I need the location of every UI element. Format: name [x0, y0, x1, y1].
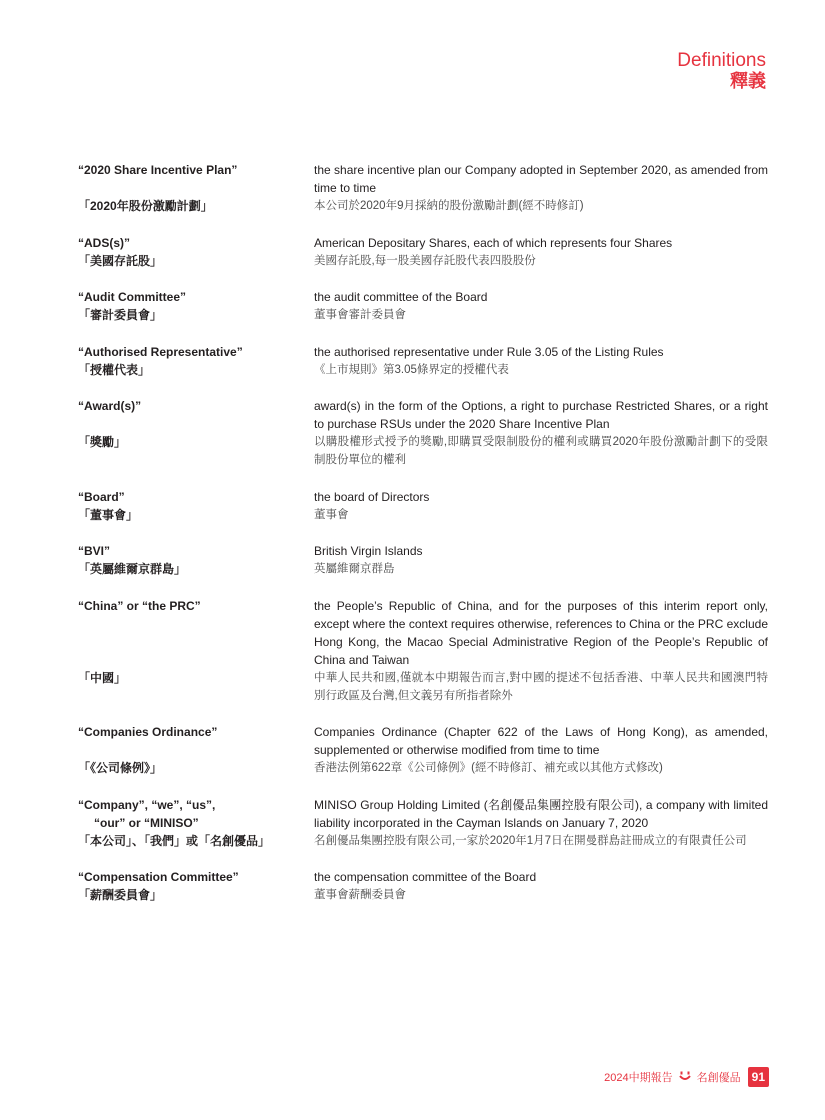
definition-en: British Virgin Islands [314, 544, 423, 558]
definition-entry [78, 288, 768, 324]
definition-entry [78, 343, 768, 379]
definition-en: Companies Ordinance (Chapter 622 of the Laws of Hong Kong), as amended, supplemented or otherwise modified from time to time [314, 725, 768, 757]
definition-zh: 中華人民共和國,僅就本中期報告而言,對中國的提述不包括香港、中華人民共和國澳門特別行政區及台灣,但文義另有所指者除外 [314, 671, 768, 702]
definition-zh: 《上市規則》第3.05條界定的授權代表 [314, 363, 509, 376]
definition-entry [78, 723, 768, 777]
definition-entry [78, 597, 768, 705]
term-zh: 「本公司」、「我們」或「名創優品」 [78, 833, 271, 848]
definition-en: American Depositary Shares, each of which represents four Shares [314, 235, 673, 250]
term-en: “Authorised Representative” [78, 344, 243, 359]
definition-en: the People’s Republic of China, and for the purposes of this interim report only, except where the context requires otherwise, references to China or the PRC exclude Hong Kong, the Macao Special Administrative Region of the People’s Republic of China and Taiwan [314, 598, 768, 667]
term-zh: 「2020年股份激勵計劃」 [78, 199, 213, 213]
term-zh: 「審計委員會」 [78, 308, 163, 322]
header-title-en: Definitions [677, 50, 766, 71]
term-en: “Compensation Committee” [78, 870, 239, 884]
term-zh: 「美國存託股」 [78, 253, 163, 268]
term-zh: 「董事會」 [78, 507, 139, 522]
definition-zh: 英屬維爾京群島 [314, 563, 395, 575]
term-en: “BVI” [78, 544, 111, 558]
term-zh: 「授權代表」 [78, 362, 151, 377]
definition-zh: 本公司於2020年9月採納的股份激勵計劃(經不時修訂) [314, 200, 584, 212]
definition-zh: 董事會審計委員會 [314, 309, 406, 321]
term-en: “China” or “the PRC” [78, 598, 201, 613]
page-header [677, 50, 766, 91]
miniso-logo-icon [679, 1070, 691, 1084]
term-zh: 「中國」 [78, 670, 127, 685]
term-zh: 「獎勵」 [78, 435, 127, 449]
definition-zh: 美國存託股,每一股美國存託股代表四股股份 [314, 254, 536, 267]
definitions-list [78, 161, 768, 923]
definition-zh: 董事會薪酬委員會 [314, 889, 406, 901]
term-en: “Companies Ordinance” [78, 725, 218, 739]
term-en: “Audit Committee” [78, 290, 186, 304]
definition-entry [78, 234, 768, 270]
header-title-zh: 釋義 [730, 71, 766, 91]
term-zh: 「薪酬委員會」 [78, 888, 163, 902]
term-zh: 「英屬維爾京群島」 [78, 562, 187, 576]
definition-entry [78, 488, 768, 524]
term-en: “Board” [78, 489, 125, 504]
term-en: “ADS(s)” [78, 235, 131, 250]
definition-en: award(s) in the form of the Options, a right to purchase Restricted Shares, or a right to purchase RSUs under the 2020 Share Incentive Plan [314, 399, 768, 431]
term-en: “2020 Share Incentive Plan” [78, 163, 238, 177]
term-en: “Award(s)” [78, 399, 142, 413]
definition-entry [78, 161, 768, 215]
definition-entry [78, 397, 768, 469]
term-en-line2: “our” or “MINISO” [94, 815, 199, 830]
term-zh: 「《公司條例》」 [78, 761, 163, 775]
page-number: 91 [748, 1067, 769, 1087]
definition-zh: 名創優品集團控股有限公司,一家於2020年1月7日在開曼群島註冊成立的有限責任公司 [314, 834, 747, 847]
definition-en: the compensation committee of the Board [314, 870, 537, 884]
definition-en: the board of Directors [314, 489, 430, 504]
term-en [78, 796, 314, 832]
definition-entry [78, 868, 768, 904]
page-footer [604, 1067, 769, 1087]
definition-zh: 董事會 [314, 508, 349, 521]
term-en-line1: “Company”, “we”, “us”, [78, 797, 216, 812]
definition-en: the authorised representative under Rule 3.05 of the Listing Rules [314, 344, 664, 359]
definition-en: the share incentive plan our Company adopted in September 2020, as amended from time to time [314, 163, 768, 195]
footer-brand: 名創優品 [696, 1072, 741, 1084]
definition-entry [78, 796, 768, 850]
definition-zh: 香港法例第622章《公司條例》(經不時修訂、補充或以其他方式修改) [314, 762, 663, 774]
definition-en: the audit committee of the Board [314, 290, 488, 304]
definition-zh: 以購股權形式授予的獎勵,即購買受限制股份的權利或購買2020年股份激勵計劃下的受限制股份單位的權利 [314, 436, 768, 466]
definition-en: MINISO Group Holding Limited (名創優品集團控股有限公司), a company with limited liability incorporated in the Cayman Islands on January 7, 2020 [314, 797, 768, 830]
footer-report-label: 2024中期報告 [604, 1072, 673, 1084]
definition-entry [78, 542, 768, 578]
